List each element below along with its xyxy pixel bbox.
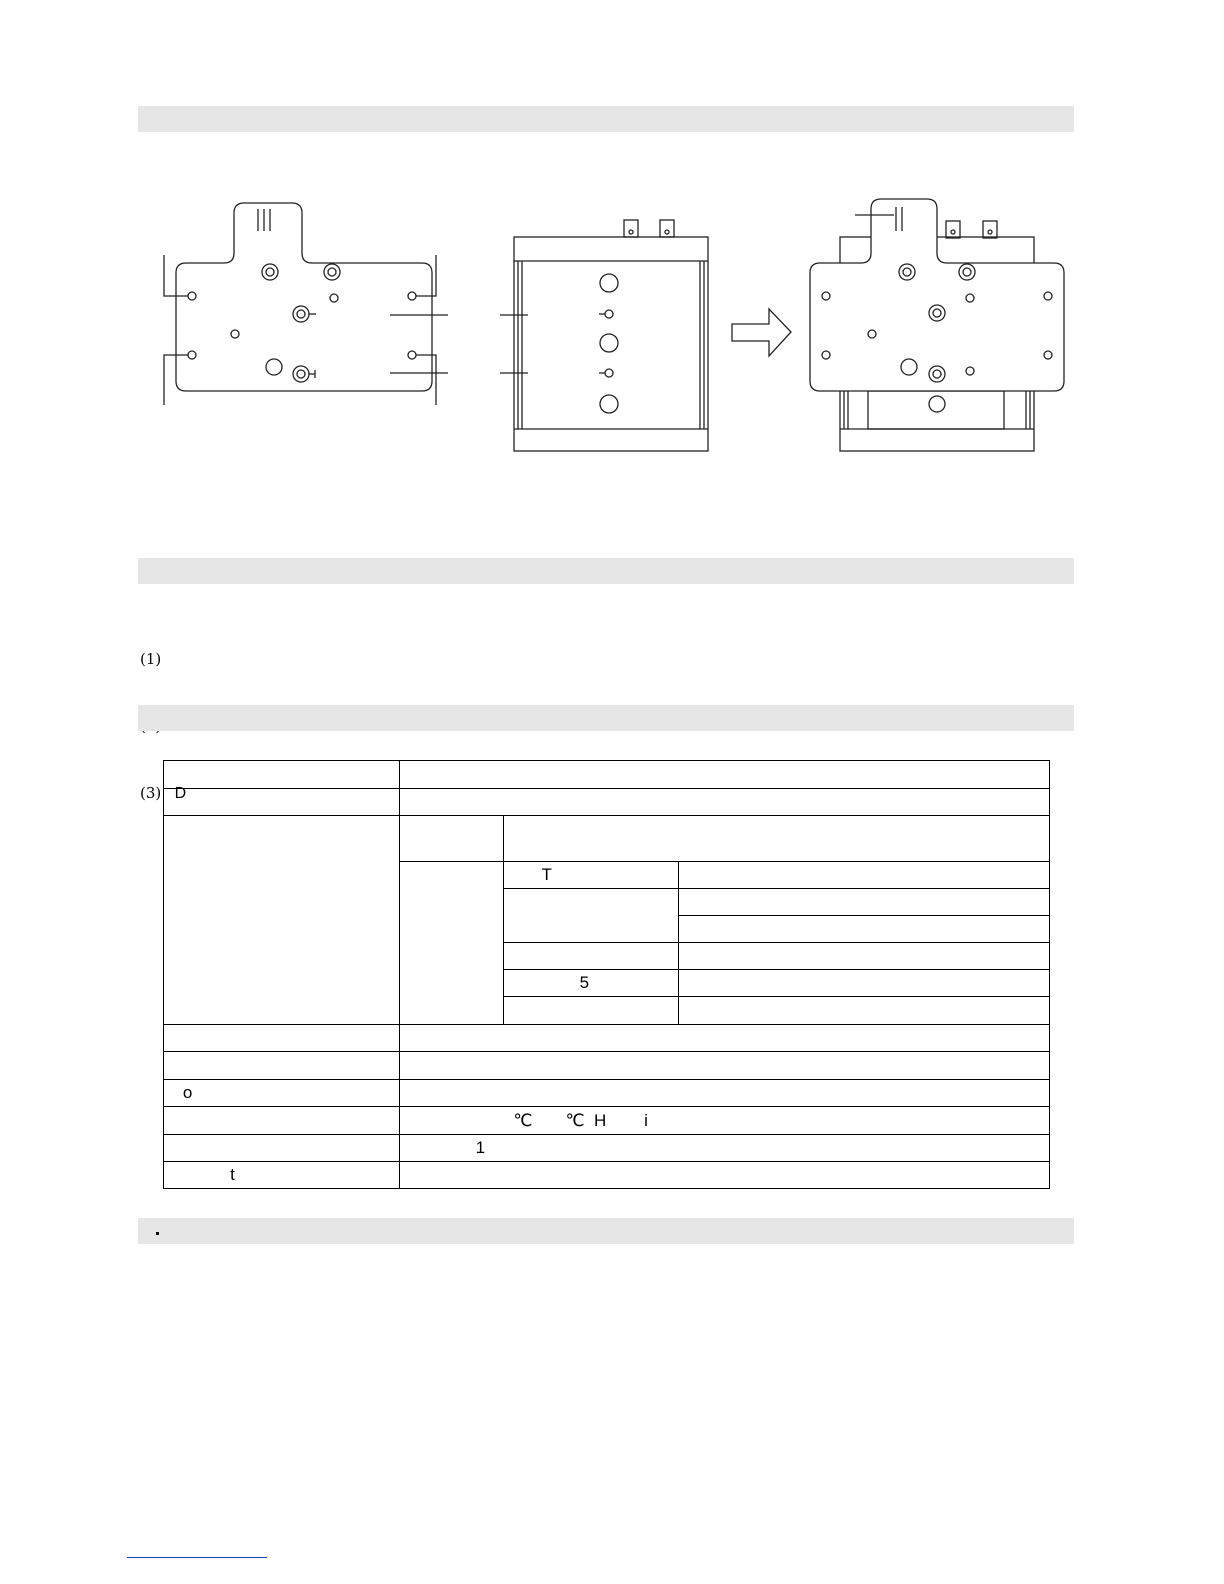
- table-row: [164, 1162, 1050, 1189]
- table-cell: [400, 816, 504, 862]
- table-cell: [504, 943, 679, 970]
- table-cell: [400, 761, 1050, 789]
- table-row: [164, 1135, 1050, 1162]
- assembled-drawing: [810, 199, 1064, 451]
- table-cell: [504, 889, 679, 943]
- section-header-bar-1: [138, 106, 1074, 132]
- table-cell: [400, 1052, 1050, 1080]
- table-row: [164, 1107, 1050, 1135]
- table-row: [164, 789, 1050, 816]
- section-header-bar-2: [138, 558, 1074, 584]
- table-cell: [679, 889, 1050, 916]
- table-row: [164, 761, 1050, 789]
- table-row: [164, 816, 1050, 862]
- footer-link-underline[interactable]: [127, 1557, 267, 1558]
- table-cell: [679, 916, 1050, 943]
- table-cell: [164, 1025, 400, 1052]
- table-cell: [164, 789, 400, 816]
- table-cell: o: [164, 1080, 400, 1107]
- table-cell: t: [164, 1162, 400, 1189]
- table-cell: 5: [504, 970, 679, 997]
- table-cell: [164, 816, 400, 1025]
- section-header-bar-4: [138, 1218, 1074, 1244]
- table-cell: [679, 862, 1050, 889]
- table-cell: [400, 1162, 1050, 1189]
- table-cell: [400, 862, 504, 1025]
- table-row: [164, 1052, 1050, 1080]
- mounting-plate-drawing: [164, 203, 448, 405]
- table-cell: T: [504, 862, 679, 889]
- arrow-icon: [732, 309, 791, 356]
- section-header-bar-3: [138, 705, 1074, 731]
- table-cell: [679, 997, 1050, 1025]
- table-row: [164, 1025, 1050, 1052]
- table-cell: [164, 761, 400, 789]
- mounting-diagram: [150, 185, 1070, 465]
- bullet-dot: [156, 1232, 159, 1235]
- table-cell: [164, 1107, 400, 1135]
- module-drawing: [500, 220, 708, 451]
- table-cell: [504, 997, 679, 1025]
- table-cell: [400, 1080, 1050, 1107]
- table-cell: [679, 943, 1050, 970]
- table-cell: [504, 816, 1050, 862]
- table-cell: [164, 1052, 400, 1080]
- table-cell: 1: [400, 1135, 1050, 1162]
- table-row: [164, 1080, 1050, 1107]
- table-cell: [400, 1025, 1050, 1052]
- table-cell: [400, 789, 1050, 816]
- list-item: (1): [140, 650, 162, 668]
- table-cell: ℃ ℃ H i: [400, 1107, 1050, 1135]
- table-cell: [164, 1135, 400, 1162]
- list-item: (3) D: [140, 784, 187, 802]
- table-cell: [679, 970, 1050, 997]
- spec-table: [163, 760, 1050, 1189]
